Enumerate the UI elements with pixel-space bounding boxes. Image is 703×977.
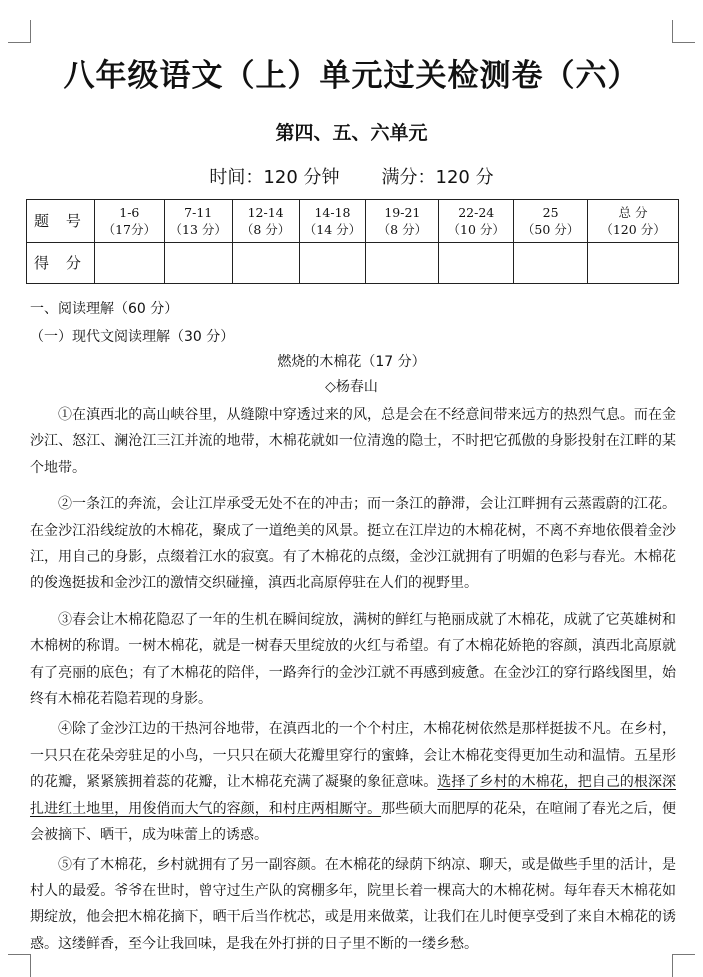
paragraph-4-text-end: 那些硕大而肥厚的花朵，在喧闹了春光之后，便会被摘下、晒干，成为味蕾上的诱惑。 xyxy=(30,800,676,844)
article-paragraph-1: ①在滇西北的高山峡谷里，从缝隙中穿透过来的风，总是会在不经意间带来远方的热烈气息。而在金沙江、怒江、澜沧江三江并流的地带，木棉花就如一位清逸的隐士，不时把它孤傲的身影投射在江畔的某个地带。 xyxy=(30,407,676,476)
score-column-header: 22-24 （10 分） xyxy=(439,200,514,243)
article-paragraph-4 xyxy=(30,716,676,848)
total-score-header: 总 分 （120 分） xyxy=(588,200,679,243)
exam-time-score xyxy=(0,163,703,189)
score-table-score-row xyxy=(27,243,679,284)
score-cell[interactable] xyxy=(366,243,439,284)
score-column-header: 19-21 （8 分） xyxy=(366,200,439,243)
crop-mark-bottom-left xyxy=(8,954,31,977)
score-column-header: 7-11 （13 分） xyxy=(164,200,232,243)
article-title: 燃烧的木棉花（17 分） xyxy=(277,354,426,370)
crop-mark-bottom-right xyxy=(672,954,695,977)
score-label: 得 分 xyxy=(27,243,95,284)
section-heading-modern-reading: （一）现代文阅读理解（30 分） xyxy=(30,329,235,345)
score-column-header: 12-14 （8 分） xyxy=(232,200,299,243)
article-paragraph-2: ②一条江的奔流，会让江岸承受无处不在的冲击；而一条江的静滞，会让江畔拥有云蒸霞蔚的江花。在金沙江沿线绽放的木棉花，聚成了一道绝美的风景。挺立在江岸边的木棉花树，不离不弃地依偎着金沙江，用自己的身影，点缀着江水的寂寞。有了木棉花的点缀，金沙江就拥有了明媚的色彩与春光。木棉花的俊逸挺拔和金沙江的激情交织碰撞，滇西北高原停驻在人们的视野里。 xyxy=(30,496,676,592)
crop-mark-top-left xyxy=(8,20,31,43)
score-cell[interactable] xyxy=(164,243,232,284)
section-heading-reading: 一、阅读理解（60 分） xyxy=(30,301,179,317)
exam-title: 八年级语文（上）单元过关检测卷（六） xyxy=(63,58,640,94)
question-number-label: 题 号 xyxy=(27,200,95,243)
article-paragraph-3: ③春会让木棉花隐忍了一年的生机在瞬间绽放，满树的鲜红与艳丽成就了木棉花，成就了它英雄树和木棉树的称谓。一树木棉花，就是一树春天里绽放的火红与希望。有了木棉花娇艳的容颜，滇西北高原就有了亮丽的底色；有了木棉花的陪伴，一路奔行的金沙江就不再感到疲惫。在金沙江的穿行路线图里，始终有木棉花若隐若现的身影。 xyxy=(30,611,676,708)
score-table-header-row xyxy=(27,200,679,243)
article-body xyxy=(30,402,676,957)
score-cell[interactable] xyxy=(232,243,299,284)
total-score-cell[interactable] xyxy=(588,243,679,284)
score-column-header: 1-6 （17分） xyxy=(94,200,164,243)
score-column-header: 25 （50 分） xyxy=(514,200,588,243)
paragraph-4-text: ④除了金沙江边的干热河谷地带，在滇西北的一个个村庄，木棉花树依然是那样挺拔不凡。在乡村，一只只在花朵旁驻足的小鸟，一只只在硕大花瓣里穿行的蜜蜂，会让木棉花变得更加生动和温情。五星形的花瓣，紧紧簇拥着蕊的花瓣，让木棉花充满了凝聚的象征意味。 xyxy=(30,721,676,791)
score-cell[interactable] xyxy=(299,243,366,284)
exam-subtitle: 第四、五、六单元 xyxy=(275,122,428,144)
underlined-sentence: 选择了乡村的木棉花，把自己的根深深扎进红土地里，用俊俏而大气的容颜，和村庄两相厮守。 xyxy=(30,774,677,817)
score-table xyxy=(26,199,679,284)
exam-time: 时间：120 分钟 xyxy=(209,167,340,188)
article-author: ◇杨春山 xyxy=(325,379,378,395)
score-cell[interactable] xyxy=(94,243,164,284)
score-cell[interactable] xyxy=(514,243,588,284)
score-column-header: 14-18 （14 分） xyxy=(299,200,366,243)
exam-full-score: 满分：120 分 xyxy=(381,167,494,188)
article-paragraph-5: ⑤有了木棉花，乡村就拥有了另一副容颜。在木棉花的绿荫下纳凉、聊天，或是做些手里的活计，是村人的最爱。爷爷在世时，曾守过生产队的窝棚多年，院里长着一棵高大的木棉花树。每年春天木棉花如期绽放，他会把木棉花摘下，晒干后当作枕芯，或是用来做菜，让我们在儿时便享受到了来自木棉花的诱惑。这缕鲜香，至今让我回味，是我在外打拼的日子里不断的一缕乡愁。 xyxy=(30,856,676,952)
crop-mark-top-right xyxy=(672,20,695,43)
score-cell[interactable] xyxy=(439,243,514,284)
